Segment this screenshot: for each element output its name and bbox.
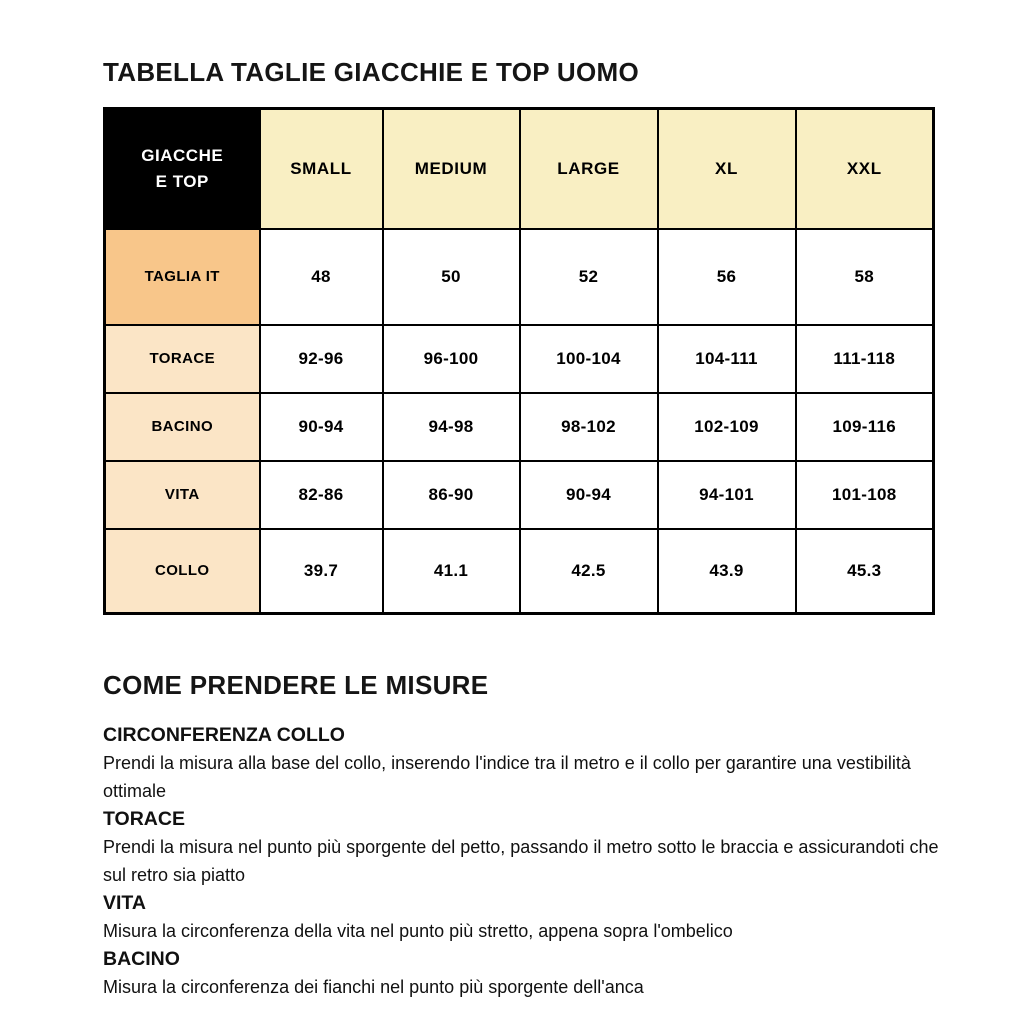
cell-taglia-large: 52 — [520, 229, 658, 325]
cell-bacino-small: 90-94 — [260, 393, 383, 461]
column-header-xl: XL — [658, 109, 796, 229]
cell-vita-small: 82-86 — [260, 461, 383, 529]
cell-vita-xxl: 101-108 — [796, 461, 934, 529]
column-header-large: LARGE — [520, 109, 658, 229]
cell-collo-small: 39.7 — [260, 529, 383, 614]
cell-vita-xl: 94-101 — [658, 461, 796, 529]
row-label-collo: COLLO — [105, 529, 260, 614]
table-header-row — [105, 109, 934, 229]
table-row-vita — [105, 461, 934, 529]
cell-taglia-small: 48 — [260, 229, 383, 325]
cell-taglia-xl: 56 — [658, 229, 796, 325]
cell-torace-xl: 104-111 — [658, 325, 796, 393]
column-header-xxl: XXL — [796, 109, 934, 229]
page-title: TABELLA TAGLIE GIACCHIE E TOP UOMO — [103, 57, 639, 87]
guide-text-torace: Prendi la misura nel punto più sporgente del petto, passando il metro sotto le braccia e assicurandoti che sul retro sia piatto — [103, 837, 939, 885]
cell-bacino-xl: 102-109 — [658, 393, 796, 461]
table-row-torace — [105, 325, 934, 393]
guide-text-circonferenza-collo: Prendi la misura alla base del collo, inserendo l'indice tra il metro e il collo per garantire una vestibilità ottimale — [103, 753, 911, 801]
corner-cell-giacche-e-top — [105, 109, 260, 229]
cell-torace-medium: 96-100 — [383, 325, 520, 393]
guide-heading-bacino: BACINO — [103, 948, 180, 970]
measurement-guide-title: COME PRENDERE LE MISURE — [103, 670, 489, 700]
guide-heading-torace: TORACE — [103, 808, 185, 830]
cell-collo-xl: 43.9 — [658, 529, 796, 614]
cell-torace-large: 100-104 — [520, 325, 658, 393]
row-label-taglia-it: TAGLIA IT — [105, 229, 260, 325]
cell-bacino-medium: 94-98 — [383, 393, 520, 461]
row-label-bacino: BACINO — [105, 393, 260, 461]
cell-taglia-xxl: 58 — [796, 229, 934, 325]
guide-text-vita: Misura la circonferenza della vita nel punto più stretto, appena sopra l'ombelico — [103, 921, 733, 941]
cell-torace-xxl: 111-118 — [796, 325, 934, 393]
column-header-medium: MEDIUM — [383, 109, 520, 229]
table-row-bacino — [105, 393, 934, 461]
row-label-vita: VITA — [105, 461, 260, 529]
measurement-guide-body — [103, 721, 943, 1001]
cell-collo-medium: 41.1 — [383, 529, 520, 614]
guide-heading-circonferenza-collo: CIRCONFERENZA COLLO — [103, 724, 345, 746]
cell-vita-medium: 86-90 — [383, 461, 520, 529]
cell-collo-xxl: 45.3 — [796, 529, 934, 614]
table-row-taglia-it — [105, 229, 934, 325]
measurement-guide-section — [103, 670, 943, 1001]
table-row-collo — [105, 529, 934, 614]
corner-label-line1: GIACCHE — [141, 146, 224, 166]
cell-bacino-large: 98-102 — [520, 393, 658, 461]
column-header-small: SMALL — [260, 109, 383, 229]
cell-torace-small: 92-96 — [260, 325, 383, 393]
guide-heading-vita: VITA — [103, 892, 146, 914]
size-table — [103, 107, 935, 615]
cell-taglia-medium: 50 — [383, 229, 520, 325]
cell-collo-large: 42.5 — [520, 529, 658, 614]
cell-vita-large: 90-94 — [520, 461, 658, 529]
row-label-torace: TORACE — [105, 325, 260, 393]
corner-label-line2: E TOP — [155, 171, 209, 191]
guide-text-bacino: Misura la circonferenza dei fianchi nel punto più sporgente dell'anca — [103, 977, 644, 997]
cell-bacino-xxl: 109-116 — [796, 393, 934, 461]
